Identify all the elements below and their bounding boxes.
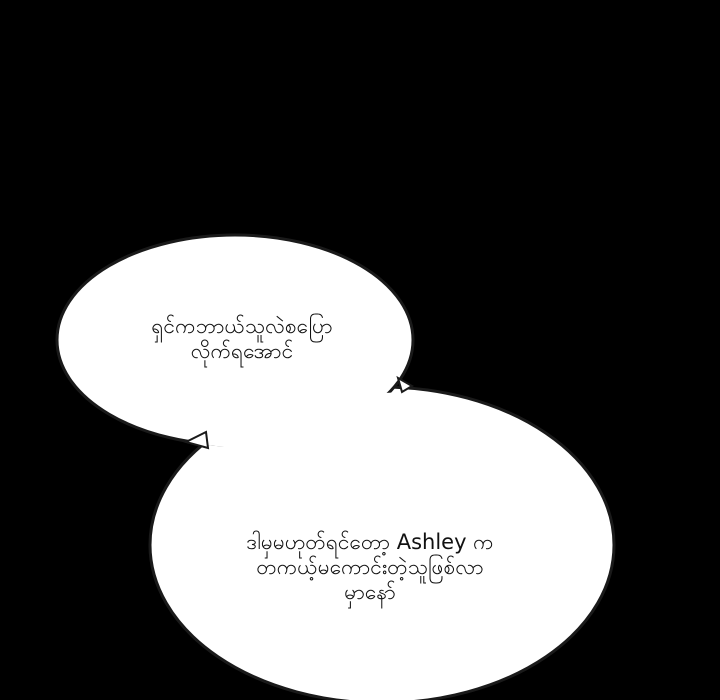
speech-line: တကယ့်မကောင်းတဲ့သူဖြစ်လာ: [256, 555, 484, 579]
speech-text-top: [92, 314, 392, 364]
speech-line: ဒါမှမဟုတ်ရင်တော့ Ashley က: [246, 530, 494, 554]
speech-line: ရှင်ကဘာယ်သူလဲစပြော: [151, 314, 333, 338]
speech-line: လိုက်ရအောင်: [190, 339, 294, 363]
speech-text-bottom: [170, 530, 570, 605]
speech-line: မှာနော်: [344, 580, 396, 604]
